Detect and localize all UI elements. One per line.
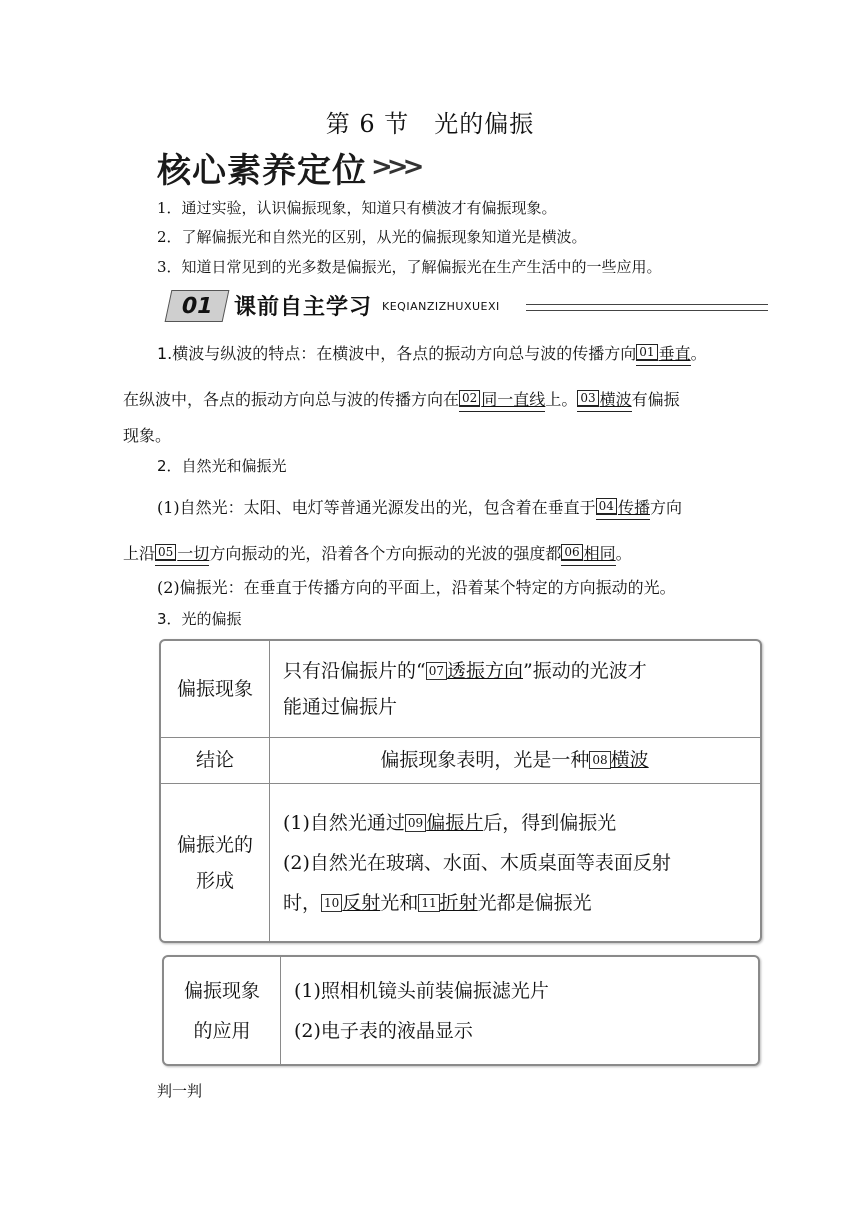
table-row (161, 784, 760, 941)
paragraph-transverse-line1: 1.横波与纵波的特点：在横波中，各点的振动方向总与波的传播方向 01 垂直。 (157, 343, 707, 366)
application-table (162, 955, 760, 1066)
row-label: 偏振现象 的应用 (164, 957, 281, 1064)
table-row (164, 957, 758, 1064)
row-content: 只有沿偏振片的“ 07 透振方向”振动的光波才 能通过偏振片 (283, 660, 647, 718)
paragraph-transverse-line2: 在纵波中，各点的振动方向总与波的传播方向在 02 同一直线上。 03 横波有偏振 (123, 389, 680, 412)
paragraph-lead: 1.横波与纵波的特点： (157, 344, 317, 363)
section-title: 课前自主学习 (234, 295, 373, 320)
answer-blank: 05 一切 (155, 543, 209, 566)
blank-number: 07 (426, 662, 447, 680)
row-label: 偏振现象 (161, 641, 270, 737)
table-row (161, 641, 760, 738)
answer-blank: 04 传播 (596, 497, 650, 520)
table-row (161, 737, 760, 784)
paragraph-polarized: (2)偏振光：在垂直于传播方向的平面上，沿着某个特定的方向振动的光。 (157, 578, 676, 597)
goal-item: 1．通过实验，认识偏振现象，知道只有横波才有偏振现象。 (157, 199, 557, 217)
row-content: (1)照相机镜头前装偏振滤光片 (2)电子表的液晶显示 (294, 979, 549, 1042)
goal-item: 3．知道日常见到的光多数是偏振光，了解偏振光在生产生活中的一些应用。 (157, 258, 662, 276)
heading-natural-polarized: 2．自然光和偏振光 (157, 457, 287, 475)
paragraph-natural-line2: 上沿 05 一切方向振动的光，沿着各个方向振动的光波的强度都 06 相同。 (123, 543, 632, 566)
blank-number: 02 (459, 390, 480, 407)
goal-item: 2．了解偏振光和自然光的区别，从光的偏振现象知道光是横波。 (157, 228, 587, 246)
blank-number: 10 (321, 894, 342, 912)
core-literacy-title: 核心素养定位 (157, 150, 367, 191)
section-banner (168, 288, 768, 322)
heading-polarization: 3．光的偏振 (157, 610, 242, 628)
row-label: 偏振光的 形成 (161, 784, 270, 941)
blank-number: 08 (589, 751, 610, 769)
answer-blank: 03 横波 (577, 389, 631, 412)
core-literacy-header (157, 147, 419, 191)
blank-number: 04 (596, 498, 617, 515)
blank-number: 09 (405, 814, 426, 832)
chevron-right-icon: >>> (371, 152, 419, 182)
blank-number: 01 (636, 344, 657, 361)
answer-blank: 02 同一直线 (459, 389, 545, 412)
blank-number: 03 (577, 390, 598, 407)
blank-number: 11 (418, 894, 439, 912)
section-subtitle: KEQIANZIZHUXUEXI (382, 300, 500, 313)
row-label: 结论 (161, 737, 270, 783)
polarization-table (159, 639, 762, 943)
section-divider (526, 304, 768, 311)
answer-blank: 01 垂直 (636, 343, 690, 366)
page-title: 第 6 节 光的偏振 (325, 110, 535, 138)
section-number-badge: 01 (165, 290, 230, 322)
paragraph-transverse-line3: 现象。 (123, 426, 172, 445)
blank-number: 06 (561, 544, 582, 561)
paragraph-natural-line1: (1)自然光：太阳、电灯等普通光源发出的光，包含着在垂直于 04 传播方向 (157, 497, 682, 520)
judge-heading: 判一判 (157, 1082, 203, 1100)
row-content: 偏振现象表明，光是一种 08 横波 (380, 749, 649, 771)
blank-number: 05 (155, 544, 176, 561)
answer-blank: 06 相同 (561, 543, 615, 566)
row-content: (1)自然光通过 09 偏振片后，得到偏振光 (2)自然光在玻璃、水面、木质桌面等表面反射 时， 10 反射光和 11 折射光都是偏振光 (283, 811, 671, 914)
